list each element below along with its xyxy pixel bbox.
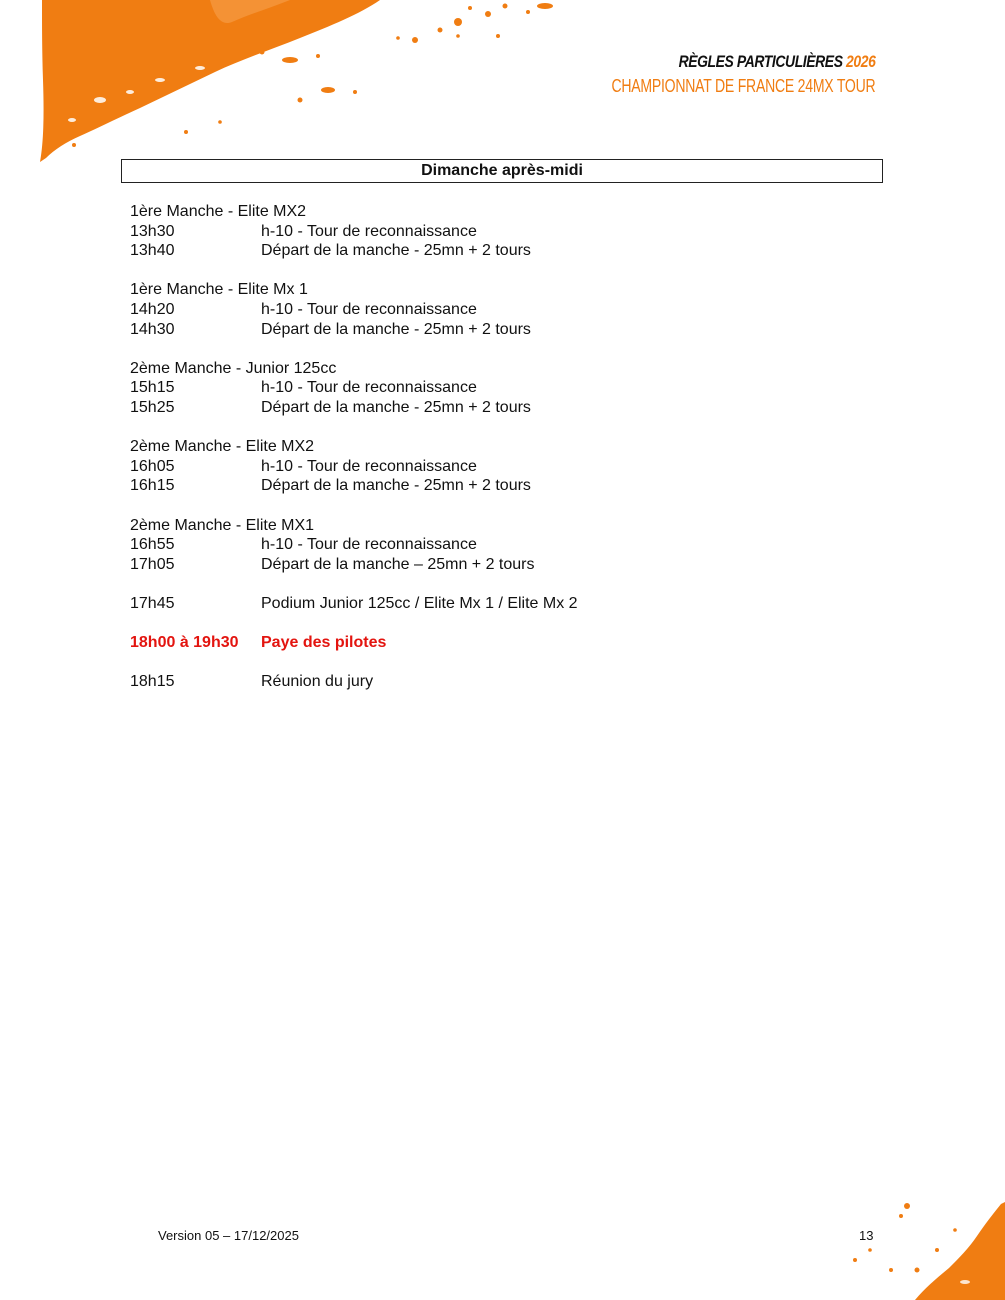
row-time: 16h05 — [130, 457, 175, 475]
row-time: 18h00 à 19h30 — [130, 634, 239, 652]
row-time: 13h30 — [130, 222, 175, 240]
row-time: 13h40 — [130, 242, 175, 260]
row-label: h-10 - Tour de reconnaissance — [261, 536, 477, 554]
schedule-row — [130, 476, 850, 496]
pilot-pay-row-group — [130, 633, 850, 653]
row-time: 18h15 — [130, 673, 175, 691]
row-label: Réunion du jury — [261, 673, 374, 691]
header-year: 2026 — [845, 52, 875, 71]
schedule-row — [130, 457, 850, 477]
row-label: Départ de la manche - 25mn + 2 tours — [261, 242, 531, 260]
group-title: 1ère Manche - Elite Mx 1 — [130, 281, 308, 299]
row-time: 16h15 — [130, 477, 175, 495]
schedule-group — [130, 202, 850, 261]
podium-row-group — [130, 594, 850, 614]
schedule-row — [130, 398, 850, 418]
row-time: 15h25 — [130, 398, 175, 416]
row-label: Départ de la manche - 25mn + 2 tours — [261, 398, 531, 416]
row-label: Podium Junior 125cc / Elite Mx 1 / Elite Mx 2 — [261, 594, 578, 612]
section-title: Dimanche après-midi — [421, 162, 583, 179]
group-title: 2ème Manche - Elite MX1 — [130, 516, 315, 534]
row-label: Départ de la manche – 25mn + 2 tours — [261, 555, 535, 573]
page-number: 13 — [859, 1228, 874, 1243]
schedule-row — [130, 222, 850, 242]
jury-row-group — [130, 672, 850, 692]
row-label: Départ de la manche - 25mn + 2 tours — [261, 320, 531, 338]
group-title: 2ème Manche - Elite MX2 — [130, 438, 315, 456]
row-label: h-10 - Tour de reconnaissance — [261, 379, 477, 397]
row-time: 17h05 — [130, 555, 175, 573]
orange-brush-splash-bottom — [825, 1190, 1005, 1300]
row-label: Départ de la manche - 25mn + 2 tours — [261, 477, 531, 495]
row-time: 14h30 — [130, 320, 175, 338]
schedule-group — [130, 516, 850, 575]
header-title-text: RÈGLES PARTICULIÈRES — [678, 52, 843, 71]
schedule-row — [130, 535, 850, 555]
schedule-group — [130, 359, 850, 418]
schedule-row — [130, 300, 850, 320]
schedule-row — [130, 320, 850, 340]
row-label: Paye des pilotes — [261, 634, 387, 652]
schedule-row — [130, 241, 850, 261]
schedule-group — [130, 280, 850, 339]
schedule — [130, 202, 850, 711]
orange-brush-splash-top — [0, 0, 600, 175]
schedule-row — [130, 378, 850, 398]
row-label: h-10 - Tour de reconnaissance — [261, 457, 477, 475]
schedule-group — [130, 437, 850, 496]
schedule-row — [130, 672, 850, 692]
document-header — [537, 52, 875, 97]
group-title: 2ème Manche - Junior 125cc — [130, 359, 337, 377]
header-title — [597, 52, 875, 72]
schedule-row-highlighted — [130, 633, 850, 653]
header-subtitle: CHAMPIONNAT DE FRANCE 24MX TOUR — [611, 76, 875, 96]
schedule-row — [130, 594, 850, 614]
row-time: 15h15 — [130, 379, 175, 397]
footer-version: Version 05 – 17/12/2025 — [158, 1228, 299, 1243]
row-time: 16h55 — [130, 536, 175, 554]
row-time: 17h45 — [130, 594, 175, 612]
row-time: 14h20 — [130, 300, 175, 318]
row-label: h-10 - Tour de reconnaissance — [261, 222, 477, 240]
section-title-box — [121, 159, 883, 183]
row-label: h-10 - Tour de reconnaissance — [261, 300, 477, 318]
schedule-row — [130, 555, 850, 575]
group-title: 1ère Manche - Elite MX2 — [130, 203, 307, 220]
